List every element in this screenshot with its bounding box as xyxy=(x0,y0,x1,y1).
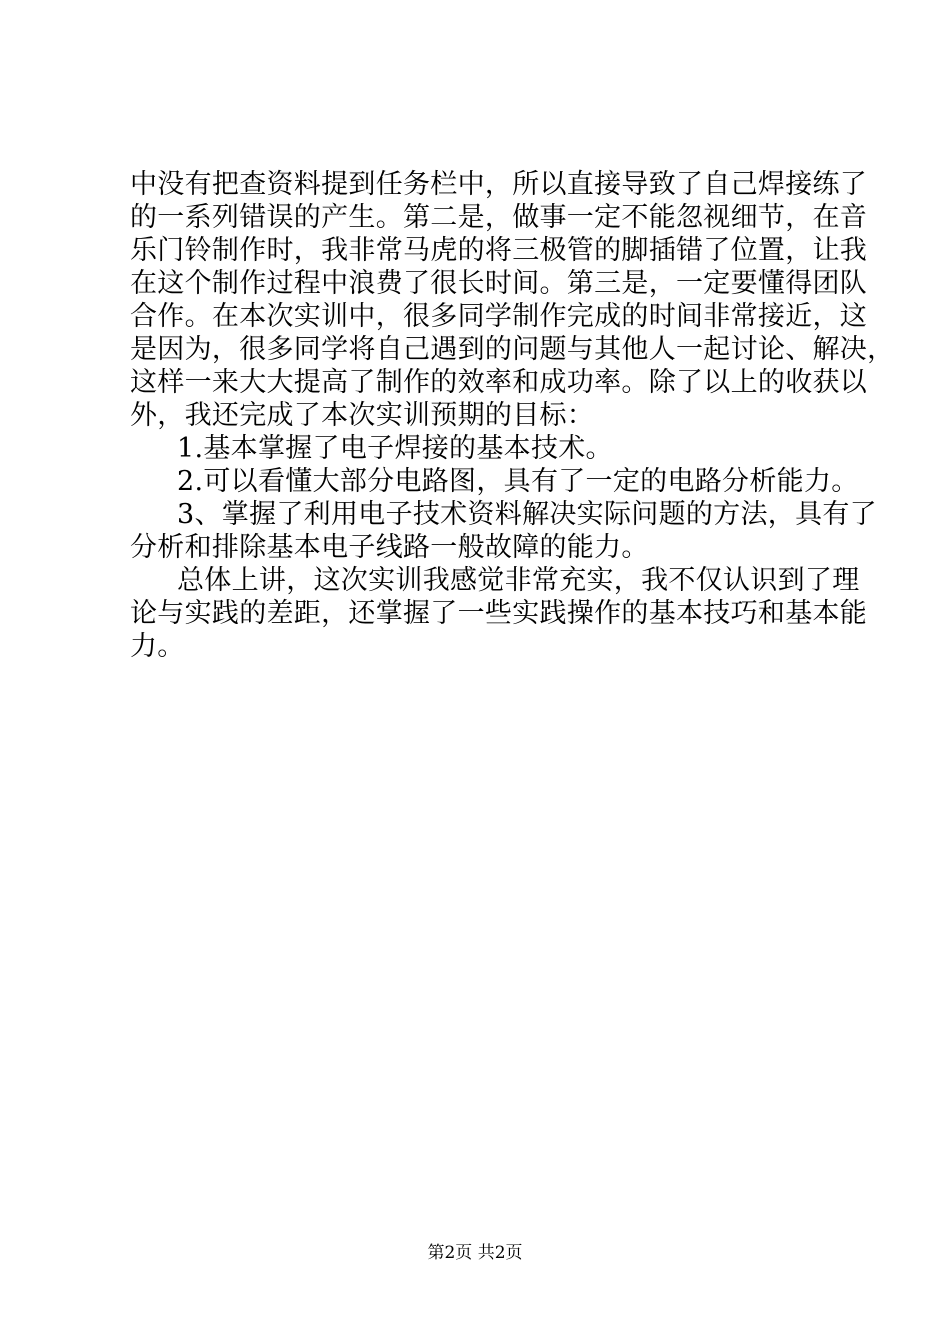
summary-paragraph-start: 总体上讲，这次实训我感觉非常充实，我不仅认识到了理 xyxy=(177,565,860,596)
text-line: 在这个制作过程中浪费了很长时间。第三是，一定要懂得团队 xyxy=(130,268,868,299)
text-line: 乐门铃制作时，我非常马虎的将三极管的脚插错了位置，让我 xyxy=(130,235,868,266)
text-line: 外，我还完成了本次实训预期的目标： xyxy=(130,400,595,431)
list-item-3: 3、掌握了利用电子技术资料解决实际问题的方法，具有了 xyxy=(177,499,877,530)
text-line: 中没有把查资料提到任务栏中，所以直接导致了自己焊接练了 xyxy=(130,169,868,200)
text-line: 的一系列错误的产生。第二是，做事一定不能忽视细节，在音 xyxy=(130,202,868,233)
list-item-2: 2.可以看懂大部分电路图，具有了一定的电路分析能力。 xyxy=(177,466,859,497)
text-line: 分析和排除基本电子线路一般故障的能力。 xyxy=(130,532,649,563)
text-line: 论与实践的差距，还掌握了一些实践操作的基本技巧和基本能 xyxy=(130,598,868,629)
text-line: 是因为，很多同学将自己遇到的问题与其他人一起讨论、解决， xyxy=(130,334,895,365)
text-line: 这样一来大大提高了制作的效率和成功率。除了以上的收获以 xyxy=(130,367,868,398)
body-text xyxy=(130,168,895,663)
text-line: 合作。在本次实训中，很多同学制作完成的时间非常接近，这 xyxy=(130,301,868,332)
page-number-footer: 第2页 共2页 xyxy=(427,1243,523,1263)
list-item-1: 1.基本掌握了电子焊接的基本技术。 xyxy=(177,433,613,464)
text-line: 力。 xyxy=(130,631,185,662)
